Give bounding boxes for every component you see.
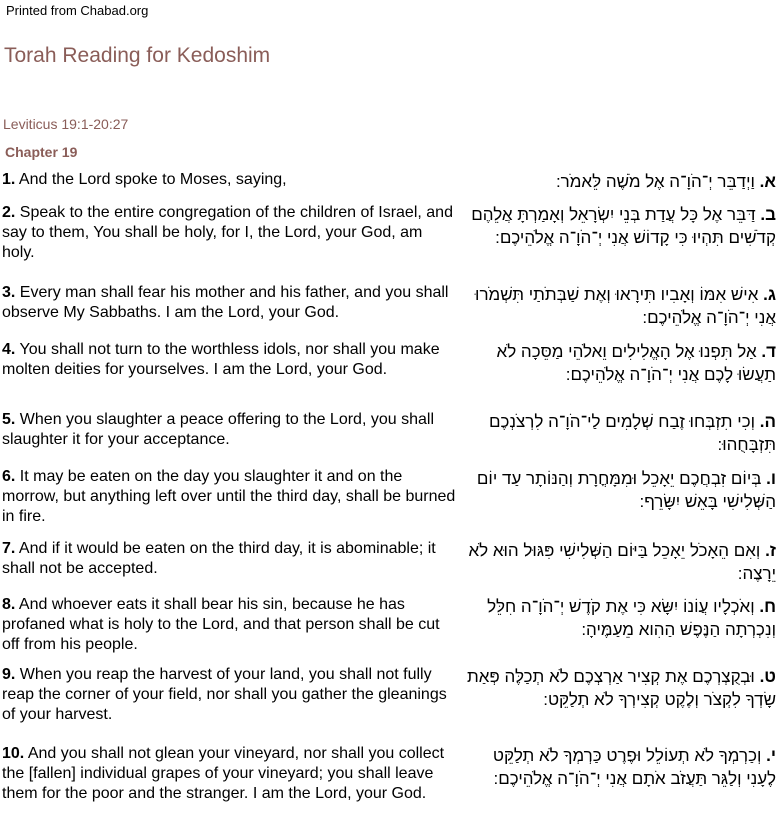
- verse-hebrew-number: ט.: [759, 667, 776, 686]
- verse-english-text: And you shall not glean your vineyard, nor shall you collect the [fallen] individual grapes of your vineyard; you shall leave them for the poor and the stranger. I am the Lord, your God.: [2, 745, 445, 802]
- verse-number: 10.: [2, 745, 25, 762]
- verse-number: 3.: [2, 284, 16, 301]
- verse-english: [2, 410, 464, 467]
- verse-english-text: And the Lord spoke to Moses, saying,: [18, 171, 287, 188]
- verse-english-text: It may be eaten on the day you slaughter it and on the morrow, but anything left over until the third day, shall be burned in fire.: [2, 468, 456, 525]
- verse-number: 8.: [2, 596, 16, 613]
- verse-hebrew-number: ג.: [763, 285, 776, 304]
- verse-hebrew-text: וְאֹכְלָיו עֲוֹנוֹ יִשָּׂא כִּי אֶת קֹדֶשׁ יְ־הֹוָ־ה חִלֵּל וְנִכְרְתָה הַנֶּפֶשׁ הַהִוא מֵעַמֶּיהָ:: [487, 597, 776, 639]
- verse-row: [2, 595, 779, 665]
- verse-english: [2, 665, 464, 744]
- verse-number: 9.: [2, 666, 16, 683]
- verse-english: [2, 539, 464, 595]
- verse-english: [2, 467, 464, 539]
- verse-english-text: And whoever eats it shall bear his sin, because he has profaned what is holy to the Lord, and that person shall be cut off from his people.: [2, 596, 440, 653]
- verse-hebrew-number: ח.: [759, 597, 776, 616]
- verse-number: 7.: [2, 540, 16, 557]
- verse-number: 4.: [2, 341, 16, 358]
- verse-number: 2.: [2, 204, 16, 221]
- verse-hebrew: [464, 595, 779, 665]
- verse-hebrew-text: וְאִם הֵאָכֹל יֵאָכֵל בַּיּוֹם הַשְּׁלִישִׁי פִּגּוּל הוּא לֹא יֵרָצֶה:: [468, 541, 776, 583]
- verse-hebrew-text: אִישׁ אִמּוֹ וְאָבִיו תִּירָאוּ וְאֶת שַׁבְּתֹתַי תִּשְׁמֹרוּ אֲנִי יְ־הֹוָ־ה אֱלֹהֵיכֶם:: [475, 285, 776, 327]
- verse-hebrew-number: ה.: [759, 412, 776, 431]
- chapter-heading: Chapter 19: [5, 144, 78, 160]
- scripture-reference: Leviticus 19:1-20:27: [3, 116, 129, 132]
- verse-hebrew-number: ב.: [760, 205, 776, 224]
- verse-hebrew: [464, 340, 779, 410]
- verse-hebrew-number: ד.: [761, 342, 776, 361]
- verse-hebrew: [464, 467, 779, 539]
- verse-row: [2, 340, 779, 410]
- verse-number: 1.: [2, 171, 16, 188]
- verse-hebrew: [464, 665, 779, 744]
- verse-english-text: Speak to the entire congregation of the children of Israel, and say to them, You shall be holy, for I, the Lord, your God, am holy.: [2, 204, 453, 261]
- verses-table: [2, 170, 779, 834]
- verse-hebrew: [464, 203, 779, 283]
- verse-english-text: Every man shall fear his mother and his father, and you shall observe My Sabbaths. I am the Lord, your God.: [2, 284, 449, 321]
- verse-hebrew-number: א.: [759, 172, 776, 191]
- verse-hebrew-text: וּבְקֻצְרְכֶם אֶת קְצִיר אַרְצְכֶם לֹא תְכַלֶּה פְּאַת שָׂדְךָ לִקְצֹר וְלֶקֶט קְצִירְךָ לֹא תְלַקֵּט:: [467, 667, 776, 709]
- verse-english: [2, 340, 464, 410]
- verse-hebrew-text: דַּבֵּר אֶל כָּל עֲדַת בְּנֵי יִשְׂרָאֵל וְאָמַרְתָּ אֲלֵהֶם קְדֹשִׁים תִּהְיוּ כִּי קָדוֹשׁ אֲנִי יְ־הֹוָ־ה אֱלֹהֵיכֶם:: [471, 205, 776, 247]
- verse-english: [2, 203, 464, 283]
- verse-english-text: When you slaughter a peace offering to the Lord, you shall slaughter it for your acceptance.: [2, 411, 434, 448]
- verse-number: 6.: [2, 468, 16, 485]
- verse-hebrew-text: בְּיוֹם זִבְחֲכֶם יֵאָכֵל וּמִמָּחֳרָת וְהַנּוֹתָר עַד יוֹם הַשְּׁלִישִׁי בָּאֵשׁ יִשָּׂרֵף:: [476, 469, 776, 511]
- verse-english-text: You shall not turn to the worthless idols, nor shall you make molten deities for yourselves. I am the Lord, your God.: [2, 341, 440, 378]
- verse-english-text: And if it would be eaten on the third day, it is abominable; it shall not be accepted.: [2, 540, 436, 577]
- verse-row: [2, 203, 779, 283]
- verse-hebrew-text: וַיְדַבֵּר יְ־הֹוָ־ה אֶל מֹשֶׁה לֵּאמֹר:: [555, 172, 755, 191]
- printed-from-label: Printed from Chabad.org: [6, 3, 149, 18]
- verse-row: [2, 539, 779, 595]
- verse-hebrew-text: וְכַרְמְךָ לֹא תְעוֹלֵל וּפֶרֶט כַּרְמְךָ לֹא תְלַקֵּט לֶעָנִי וְלַגֵּר תַּעֲזֹב אֹתָם אֲנִי יְ־הֹוָ־ה אֱלֹהֵיכֶם:: [492, 746, 776, 788]
- verse-hebrew: [464, 283, 779, 340]
- verse-hebrew: [464, 744, 779, 834]
- verse-hebrew: [464, 170, 779, 203]
- verse-row: [2, 283, 779, 340]
- verse-hebrew-number: ו.: [766, 469, 776, 488]
- verse-hebrew-text: וְכִי תִזְבְּחוּ זֶבַח שְׁלָמִים לַי־הֹוָ־ה לִרְצֹנְכֶם תִּזְבָּחֻהוּ:: [488, 412, 776, 454]
- page-title: Torah Reading for Kedoshim: [4, 44, 271, 67]
- verse-number: 5.: [2, 411, 16, 428]
- verse-hebrew-number: י.: [766, 746, 776, 765]
- verse-english: [2, 170, 464, 203]
- verse-english-text: When you reap the harvest of your land, you shall not fully reap the corner of your field, nor shall you gather the gleanings of your harvest.: [2, 666, 447, 723]
- verse-row: [2, 744, 779, 834]
- verse-hebrew-number: ז.: [765, 541, 776, 560]
- verse-hebrew: [464, 539, 779, 595]
- verse-row: [2, 170, 779, 203]
- verse-row: [2, 467, 779, 539]
- verse-english: [2, 283, 464, 340]
- verse-hebrew: [464, 410, 779, 467]
- verse-row: [2, 410, 779, 467]
- verse-hebrew-text: אַל תִּפְנוּ אֶל הָאֱלִילִים וֵאלֹהֵי מַסֵּכָה לֹא תַעֲשׂוּ לָכֶם אֲנִי יְ־הֹוָ־ה אֱלֹהֵיכֶם:: [496, 342, 776, 384]
- verse-english: [2, 744, 464, 834]
- verse-english: [2, 595, 464, 665]
- verse-row: [2, 665, 779, 744]
